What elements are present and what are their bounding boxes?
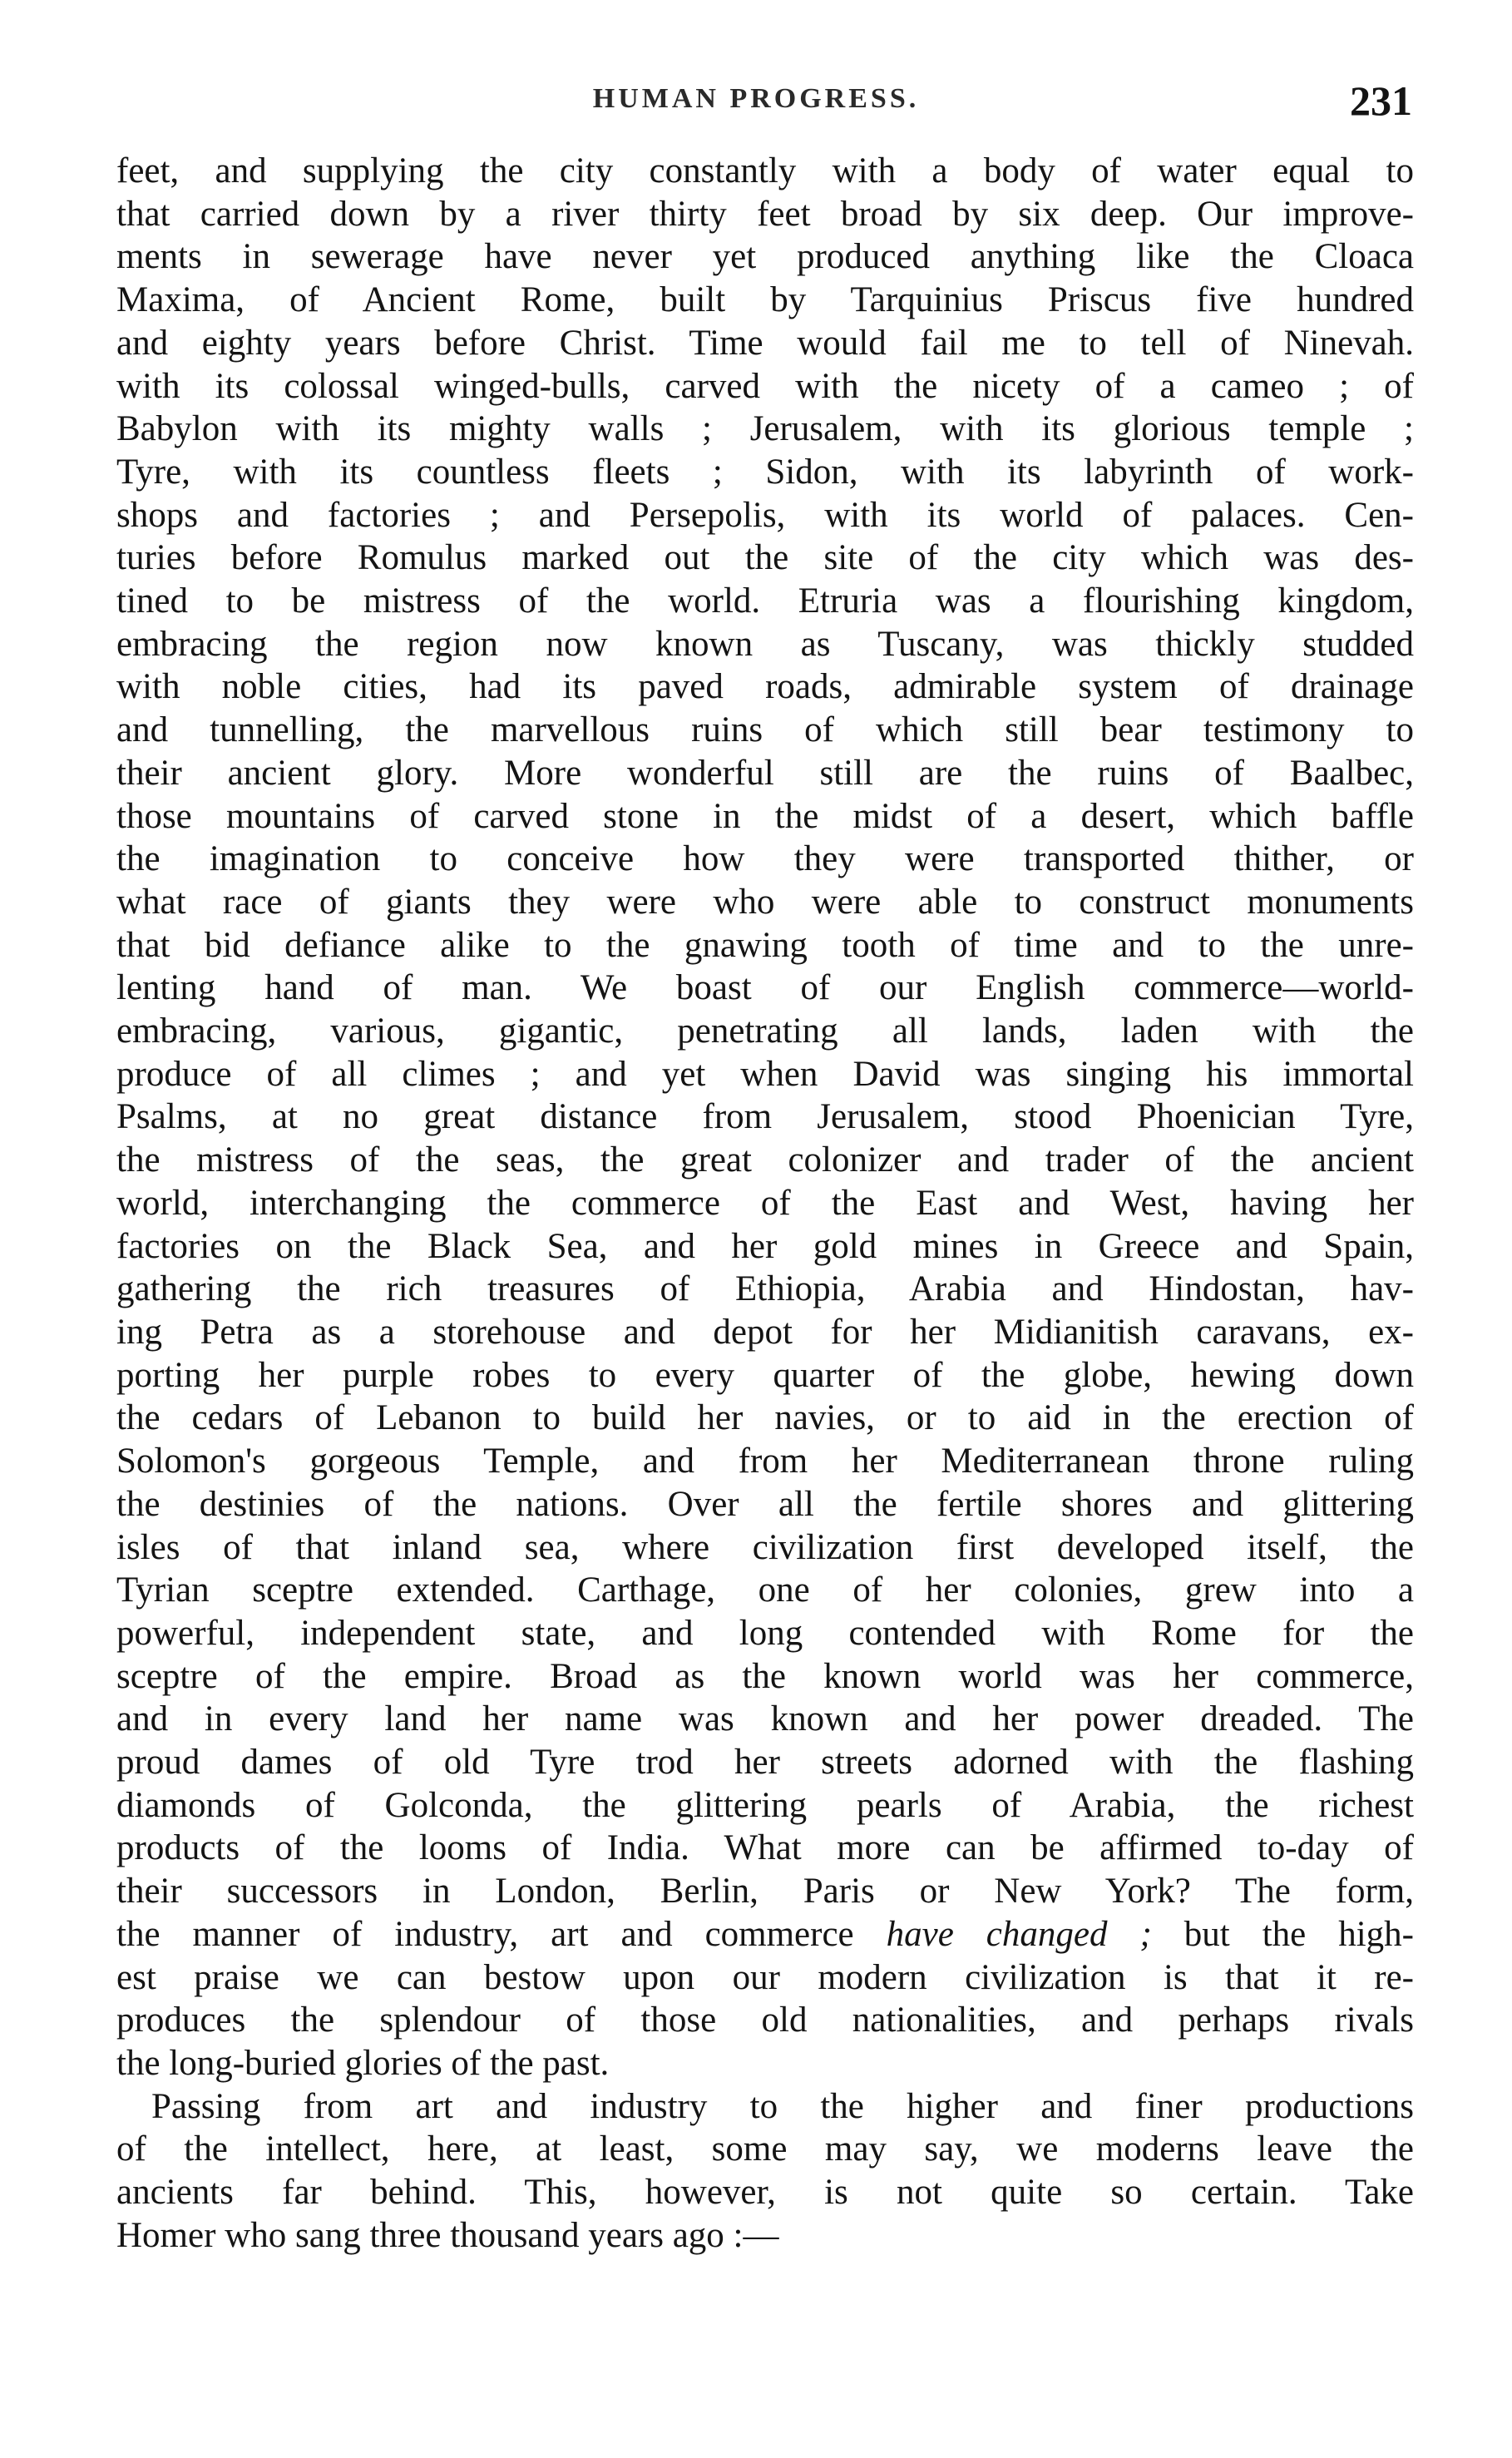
- text-line: ancients far behind. This, however, is not quite so certain. Take: [116, 2173, 1414, 2213]
- text-line: powerful, independent state, and long contended with Rome for the: [116, 1613, 1414, 1653]
- text-line: lenting hand of man. We boast of our English commerce—world-: [116, 968, 1414, 1008]
- paragraph-2: [116, 2085, 1414, 2258]
- text-line: Babylon with its mighty walls ; Jerusalem, with its glorious temple ;: [116, 409, 1414, 449]
- text-line: world, interchanging the commerce of the East and West, having her: [116, 1183, 1414, 1223]
- text-line: porting her purple robes to every quarter of the globe, hewing down: [116, 1355, 1414, 1395]
- text-line: embracing the region now known as Tuscany, was thickly studded: [116, 624, 1414, 664]
- text-line: Maxima, of Ancient Rome, built by Tarquinius Priscus five hundred: [116, 280, 1414, 320]
- text-line: what race of giants they were who were able to construct monuments: [116, 882, 1414, 922]
- page-number: 231: [1350, 77, 1412, 124]
- text-line: ing Petra as a storehouse and depot for her Midianitish caravans, ex-: [116, 1312, 1414, 1352]
- text-line: that carried down by a river thirty feet broad by six deep. Our improve-: [116, 194, 1414, 234]
- text-line: Psalms, at no great distance from Jerusalem, stood Phoenician Tyre,: [116, 1097, 1414, 1137]
- paragraph-1: [116, 150, 1414, 2085]
- text-line: Solomon's gorgeous Temple, and from her Mediterranean throne ruling: [116, 1442, 1414, 1481]
- text-line: and in every land her name was known and her power dreaded. The: [116, 1699, 1414, 1739]
- text-line: their successors in London, Berlin, Paris or New York? The form,: [116, 1872, 1414, 1912]
- text-line: est praise we can bestow upon our modern civilization is that it re-: [116, 1957, 1414, 1997]
- text-line: tined to be mistress of the world. Etruria was a flourishing kingdom,: [116, 581, 1414, 621]
- text-line: with noble cities, had its paved roads, admirable system of drainage: [116, 667, 1414, 707]
- italic-emphasis: have changed ;: [886, 1914, 1152, 1954]
- text-line: the long-buried glories of the past.: [116, 2043, 610, 2083]
- text-line: the imagination to conceive how they were transported thither, or: [116, 839, 1414, 879]
- text-line: Passing from art and industry to the higher and finer productions: [151, 2086, 1414, 2126]
- text-line: factories on the Black Sea, and her gold mines in Greece and Spain,: [116, 1226, 1414, 1266]
- text-line: the mistress of the seas, the great colonizer and trader of the ancient: [116, 1140, 1414, 1180]
- text-line: produce of all climes ; and yet when David was singing his immortal: [116, 1054, 1414, 1094]
- text-line: Tyrian sceptre extended. Carthage, one of her colonies, grew into a: [116, 1570, 1414, 1610]
- text-line: diamonds of Golconda, the glittering pearls of Arabia, the richest: [116, 1785, 1414, 1825]
- text-line: Homer who sang three thousand years ago :—: [116, 2215, 779, 2255]
- text-line: sceptre of the empire. Broad as the known world was her commerce,: [116, 1656, 1414, 1696]
- text-line: isles of that inland sea, where civilization first developed itself, the: [116, 1527, 1414, 1567]
- text-line: and eighty years before Christ. Time would fail me to tell of Ninevah.: [116, 323, 1414, 363]
- text-line: turies before Romulus marked out the site of the city which was des-: [116, 538, 1414, 578]
- text-line: and tunnelling, the marvellous ruins of which still bear testimony to: [116, 710, 1414, 750]
- text-line: the manner of industry, art and commerce have changed ; but the high-: [116, 1914, 1414, 1954]
- running-title: HUMAN PROGRESS.: [592, 83, 920, 114]
- text-line: of the intellect, here, at least, some may say, we moderns leave the: [116, 2129, 1414, 2169]
- text-line: Tyre, with its countless fleets ; Sidon, with its labyrinth of work-: [116, 452, 1414, 492]
- text-line: proud dames of old Tyre trod her streets adorned with the flashing: [116, 1743, 1414, 1783]
- text-line: the destinies of the nations. Over all the fertile shores and glittering: [116, 1484, 1414, 1524]
- text-line: embracing, various, gigantic, penetrating all lands, laden with the: [116, 1011, 1414, 1051]
- text-line: that bid defiance alike to the gnawing tooth of time and to the unre-: [116, 925, 1414, 965]
- text-line: produces the splendour of those old nationalities, and perhaps rivals: [116, 2001, 1414, 2040]
- text-line: their ancient glory. More wonderful still are the ruins of Baalbec,: [116, 753, 1414, 793]
- running-head: [0, 77, 1512, 135]
- text-line: those mountains of carved stone in the midst of a desert, which baffle: [116, 796, 1414, 836]
- text-line: shops and factories ; and Persepolis, with its world of palaces. Cen-: [116, 495, 1414, 535]
- body-text: [116, 150, 1414, 2257]
- text-line: gathering the rich treasures of Ethiopia, Arabia and Hindostan, hav-: [116, 1269, 1414, 1309]
- text-line: the cedars of Lebanon to build her navies, or to aid in the erection of: [116, 1398, 1414, 1438]
- text-line: products of the looms of India. What more can be affirmed to-day of: [116, 1828, 1414, 1868]
- text-line: with its colossal winged-bulls, carved with the nicety of a cameo ; of: [116, 366, 1414, 406]
- text-line: ments in sewerage have never yet produced anything like the Cloaca: [116, 237, 1414, 277]
- text-line: feet, and supplying the city constantly with a body of water equal to: [116, 151, 1414, 190]
